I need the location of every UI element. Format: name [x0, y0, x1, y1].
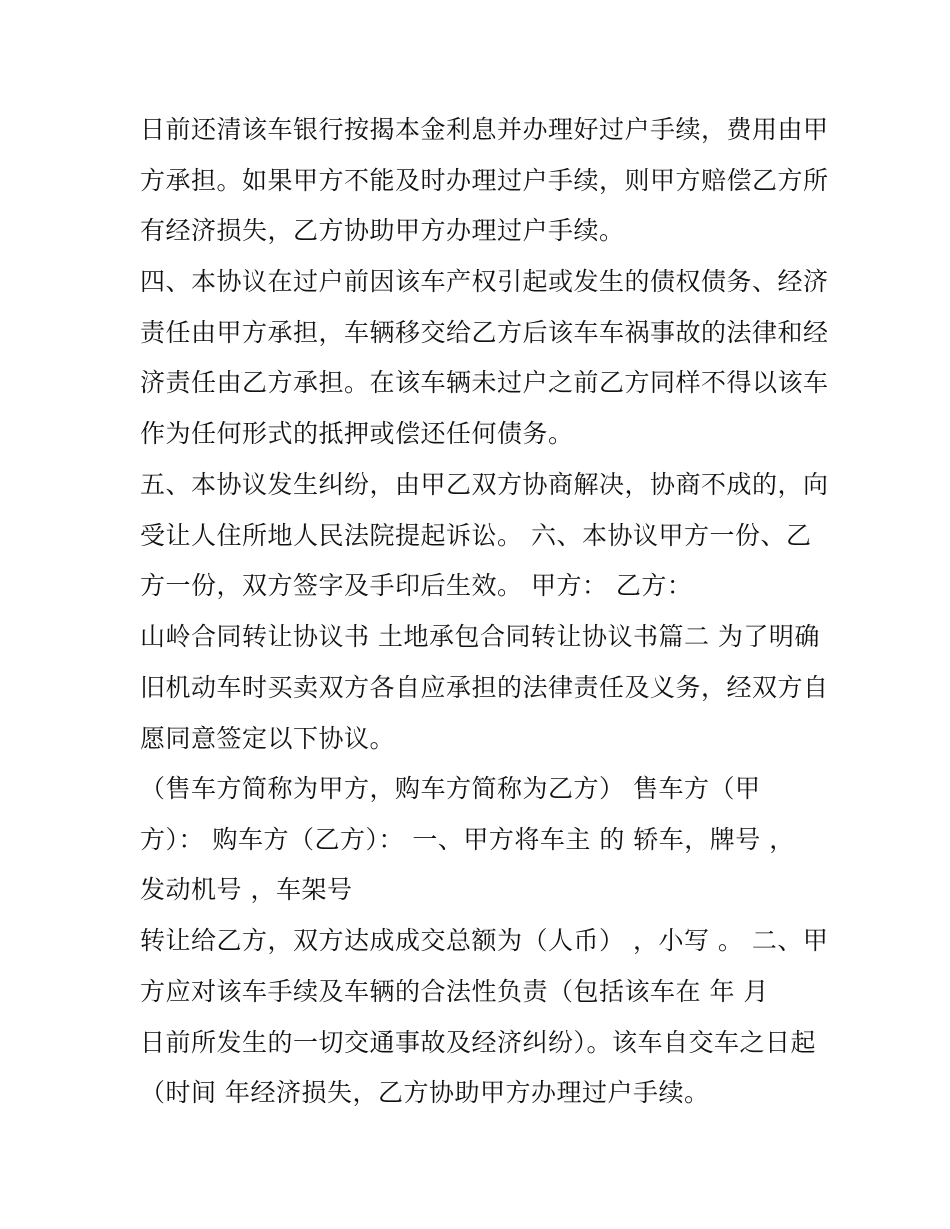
- text-line: 日前还清该车银行按揭本金利息并办理好过户手续，费用由甲: [140, 115, 829, 144]
- text-line: 方应对该车手续及车辆的合法性负责（包括该车在 年 月: [140, 977, 769, 1006]
- text-line: 四、本协议在过户前因该车产权引起或发生的债权债务、经济: [140, 267, 829, 296]
- text-line: 五、本协议发生纠纷，由甲乙双方协商解决，协商不成的，向: [140, 470, 829, 499]
- text-line: 日前所发生的一切交通事故及经济纠纷）。该车自交车之日起: [140, 1028, 817, 1057]
- text-line: （时间 年经济损失，乙方协助甲方办理过户手续。: [140, 1078, 710, 1107]
- text-line: 方承担。如果甲方不能及时办理过户手续，则甲方赔偿乙方所: [140, 166, 829, 195]
- text-line: 有经济损失，乙方协助甲方办理过户手续。: [140, 216, 625, 245]
- text-line: 转让给乙方，双方达成成交总额为（人币） ，小写 。 二、甲: [140, 926, 829, 955]
- text-line: 愿同意签定以下协议。: [140, 724, 396, 753]
- text-line: 作为任何形式的抵押或偿还任何债务。: [140, 419, 574, 448]
- text-line: 济责任由乙方承担。在该车辆未过户之前乙方同样不得以该车: [140, 368, 829, 397]
- text-line: 发动机号 ，车架号: [140, 875, 353, 904]
- text-line: 受让人住所地人民法院提起诉讼。 六、本协议甲方一份、乙: [140, 521, 812, 550]
- text-line: 山岭合同转让协议书 土地承包合同转让协议书篇二 为了明确: [140, 622, 820, 651]
- text-line: 责任由甲方承担，车辆移交给乙方后该车车祸事故的法律和经: [140, 318, 829, 347]
- text-line: 方）： 购车方（乙方）： 一、甲方将车主 的 轿车，牌号 ，: [140, 825, 795, 854]
- text-line: （售车方简称为甲方，购车方简称为乙方） 售车方（甲: [140, 774, 761, 803]
- text-line: 方一份，双方签字及手印后生效。 甲方： 乙方：: [140, 571, 693, 600]
- text-line: 旧机动车时买卖双方各自应承担的法律责任及义务，经双方自: [140, 673, 829, 702]
